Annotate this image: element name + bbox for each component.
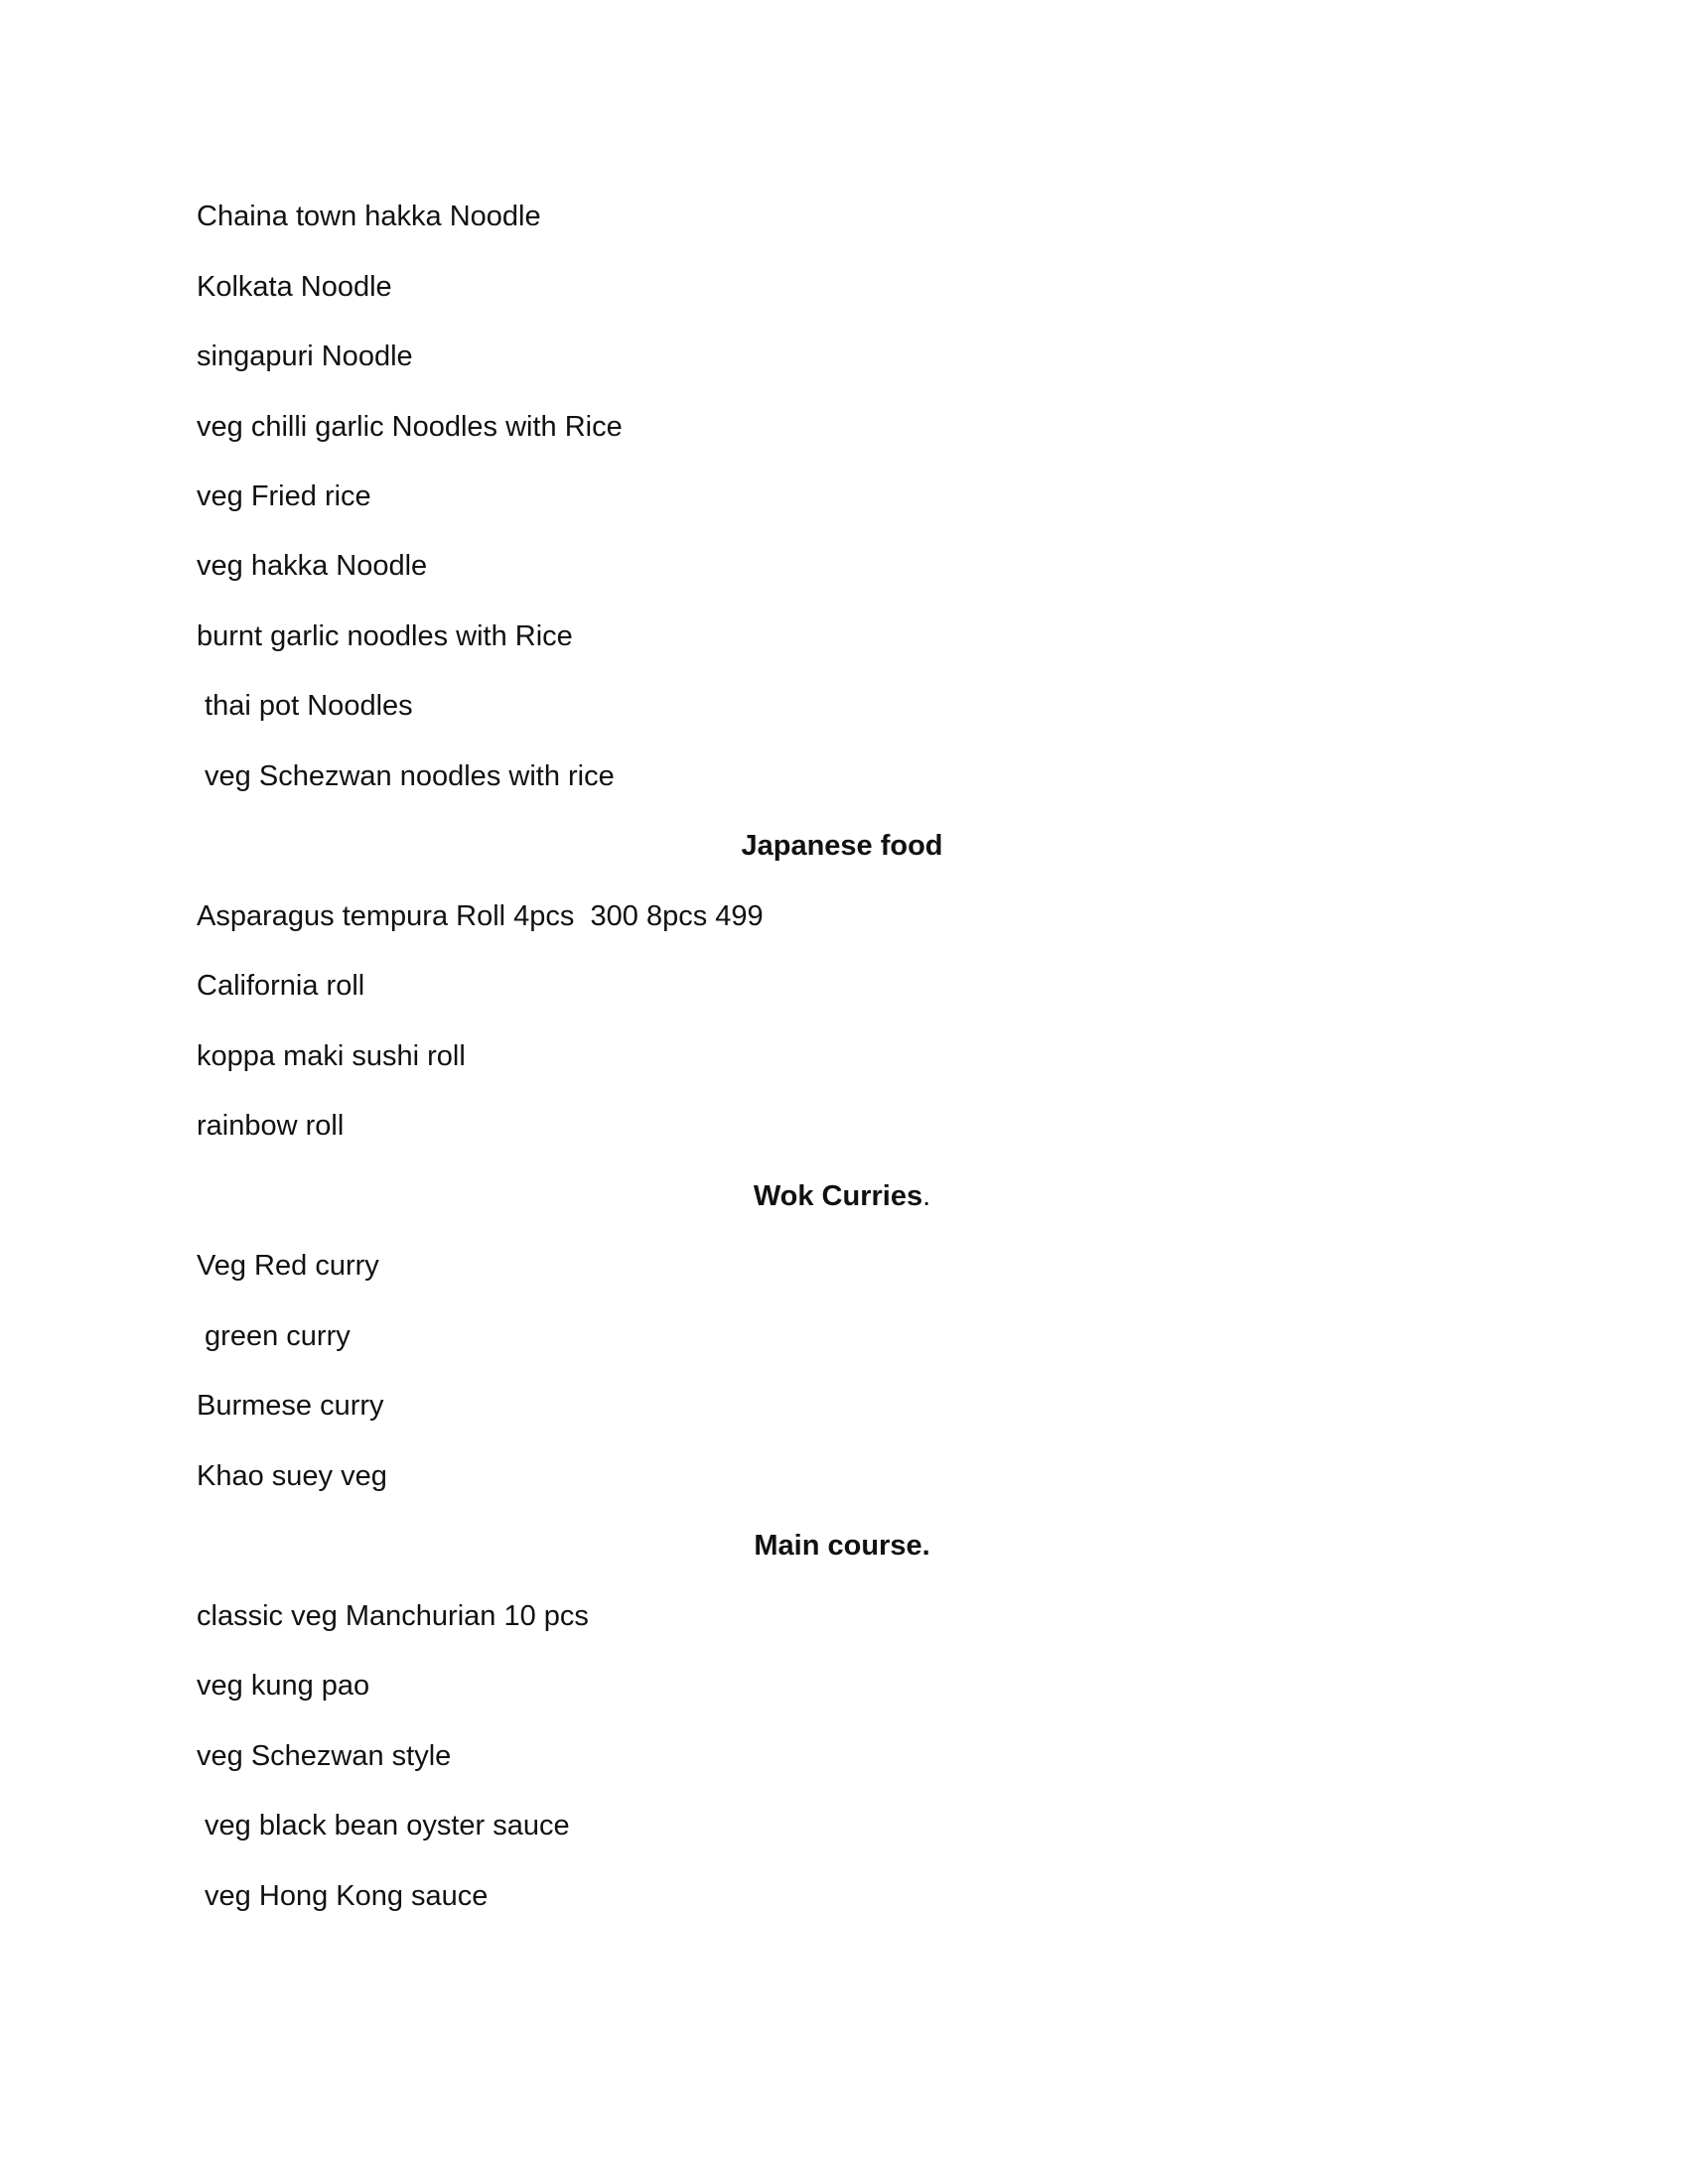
menu-item: veg hakka Noodle xyxy=(197,550,428,582)
menu-item: veg kung pao xyxy=(197,1670,370,1702)
heading-text: Wok Curries xyxy=(753,1180,923,1212)
menu-item: veg black bean oyster sauce xyxy=(197,1810,570,1842)
section-heading-japanese: Japanese food xyxy=(741,830,943,862)
menu-item: Kolkata Noodle xyxy=(197,271,392,303)
menu-item: burnt garlic noodles with Rice xyxy=(197,620,573,652)
menu-item: Asparagus tempura Roll 4pcs 300 8pcs 499 xyxy=(197,900,764,932)
heading-period: . xyxy=(922,1180,931,1212)
menu-item: Chaina town hakka Noodle xyxy=(197,201,541,232)
menu-item: Burmese curry xyxy=(197,1390,384,1422)
menu-item: veg Schezwan noodles with rice xyxy=(197,760,615,792)
menu-item: veg Fried rice xyxy=(197,480,371,512)
menu-item: green curry xyxy=(197,1320,351,1352)
menu-item: rainbow roll xyxy=(197,1110,345,1142)
menu-item: koppa maki sushi roll xyxy=(197,1040,466,1072)
menu-item: classic veg Manchurian 10 pcs xyxy=(197,1600,589,1632)
menu-item: Veg Red curry xyxy=(197,1250,379,1282)
menu-item: Khao suey veg xyxy=(197,1460,387,1492)
section-heading-main-course: Main course. xyxy=(754,1530,930,1562)
section-heading-wok-curries xyxy=(197,1178,1487,1214)
menu-item: thai pot Noodles xyxy=(197,690,413,722)
menu-item: veg Hong Kong sauce xyxy=(197,1880,489,1912)
menu-item: California roll xyxy=(197,970,365,1002)
menu-item: singapuri Noodle xyxy=(197,341,413,372)
menu-item: veg Schezwan style xyxy=(197,1740,452,1772)
menu-item: veg chilli garlic Noodles with Rice xyxy=(197,411,623,443)
